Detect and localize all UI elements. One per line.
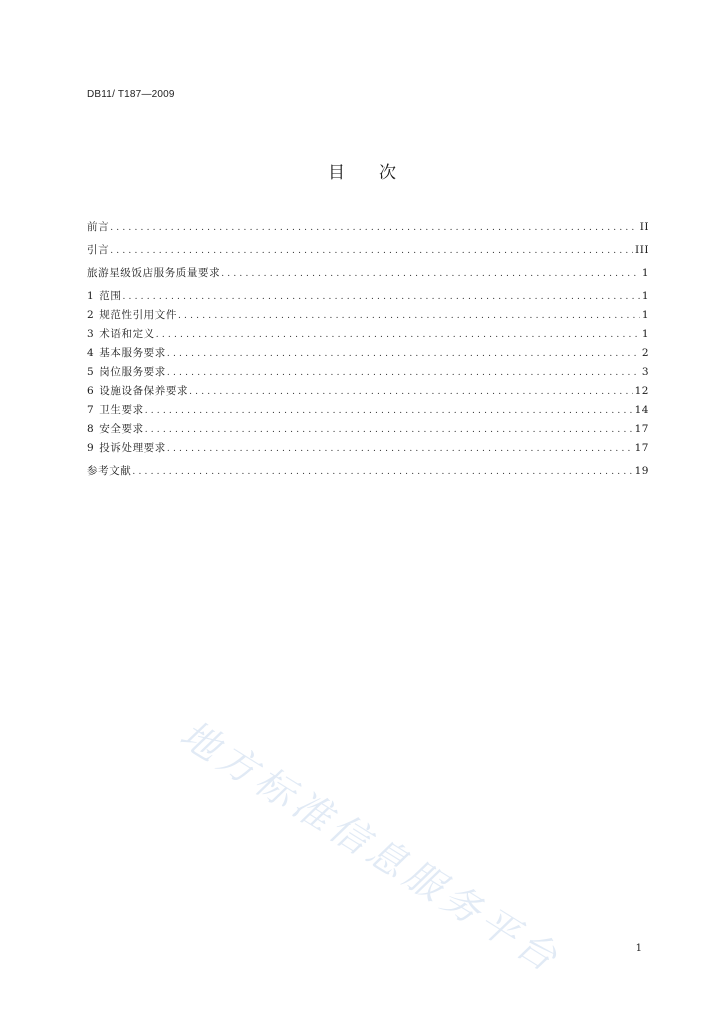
toc-leader-dots [145, 406, 633, 416]
toc-entry-page: 3 [641, 366, 649, 378]
toc-entry-page: 1 [641, 309, 649, 321]
toc-entry-page: 17 [634, 442, 649, 454]
toc-entry-page: 14 [634, 404, 649, 416]
toc-entry[interactable] [87, 402, 649, 421]
toc-entry-label: 8 安全要求 [87, 423, 144, 435]
toc-entry-page: II [639, 221, 649, 233]
toc-leader-dots [167, 368, 640, 378]
toc-leader-dots [110, 223, 638, 233]
toc-entry[interactable] [87, 288, 649, 307]
toc-leader-dots [145, 425, 633, 435]
toc-entry[interactable] [87, 364, 649, 383]
toc-entry-label: 9 投诉处理要求 [87, 442, 166, 454]
toc-leader-dots [156, 330, 640, 340]
toc-entry-label: 旅游星级饭店服务质量要求 [87, 267, 221, 279]
toc-entry[interactable] [87, 440, 649, 459]
toc-entry[interactable] [87, 265, 649, 284]
toc-entry-label: 4 基本服务要求 [87, 347, 166, 359]
toc-entry-page: 1 [641, 328, 649, 340]
watermark-text: 地方标准信息服务平台 [172, 711, 569, 983]
toc-leader-dots [167, 349, 640, 359]
toc-entry[interactable] [87, 219, 649, 238]
document-code: DB11/ T187—2009 [87, 89, 175, 100]
toc-entry[interactable] [87, 383, 649, 402]
toc-leader-dots [122, 292, 639, 302]
toc-entry-label: 1 范围 [87, 290, 122, 302]
toc-entry[interactable] [87, 421, 649, 440]
page-number: 1 [635, 943, 642, 954]
toc-entry[interactable] [87, 326, 649, 345]
toc-entry-page: 17 [634, 423, 649, 435]
toc-title: 目次 [328, 163, 430, 183]
toc-entry-label: 5 岗位服务要求 [87, 366, 166, 378]
toc-entry-page: 1 [641, 267, 649, 279]
toc-leader-dots [178, 311, 640, 321]
toc-entry-page: 2 [641, 347, 649, 359]
toc-entry-page: 12 [634, 385, 649, 397]
toc-entry-label: 2 规范性引用文件 [87, 309, 177, 321]
toc-entry-label: 3 术语和定义 [87, 328, 155, 340]
toc-entry-label: 引言 [87, 244, 110, 256]
toc-leader-dots [189, 387, 633, 397]
toc-entry-label: 6 设施设备保养要求 [87, 385, 189, 397]
toc-entry[interactable] [87, 307, 649, 326]
toc-entry-page: III [635, 244, 649, 256]
toc-entry-page: 19 [634, 465, 649, 477]
toc-leader-dots [221, 269, 640, 279]
toc-leader-dots [110, 246, 633, 256]
toc-entry-label: 7 卫生要求 [87, 404, 144, 416]
toc-entry-page: 1 [641, 290, 649, 302]
table-of-contents [87, 219, 649, 482]
toc-entry-label: 前言 [87, 221, 110, 233]
toc-leader-dots [167, 444, 633, 454]
toc-leader-dots [132, 467, 632, 477]
toc-entry[interactable] [87, 242, 649, 261]
toc-entry[interactable] [87, 463, 649, 482]
toc-entry[interactable] [87, 345, 649, 364]
toc-entry-label: 参考文献 [87, 465, 132, 477]
